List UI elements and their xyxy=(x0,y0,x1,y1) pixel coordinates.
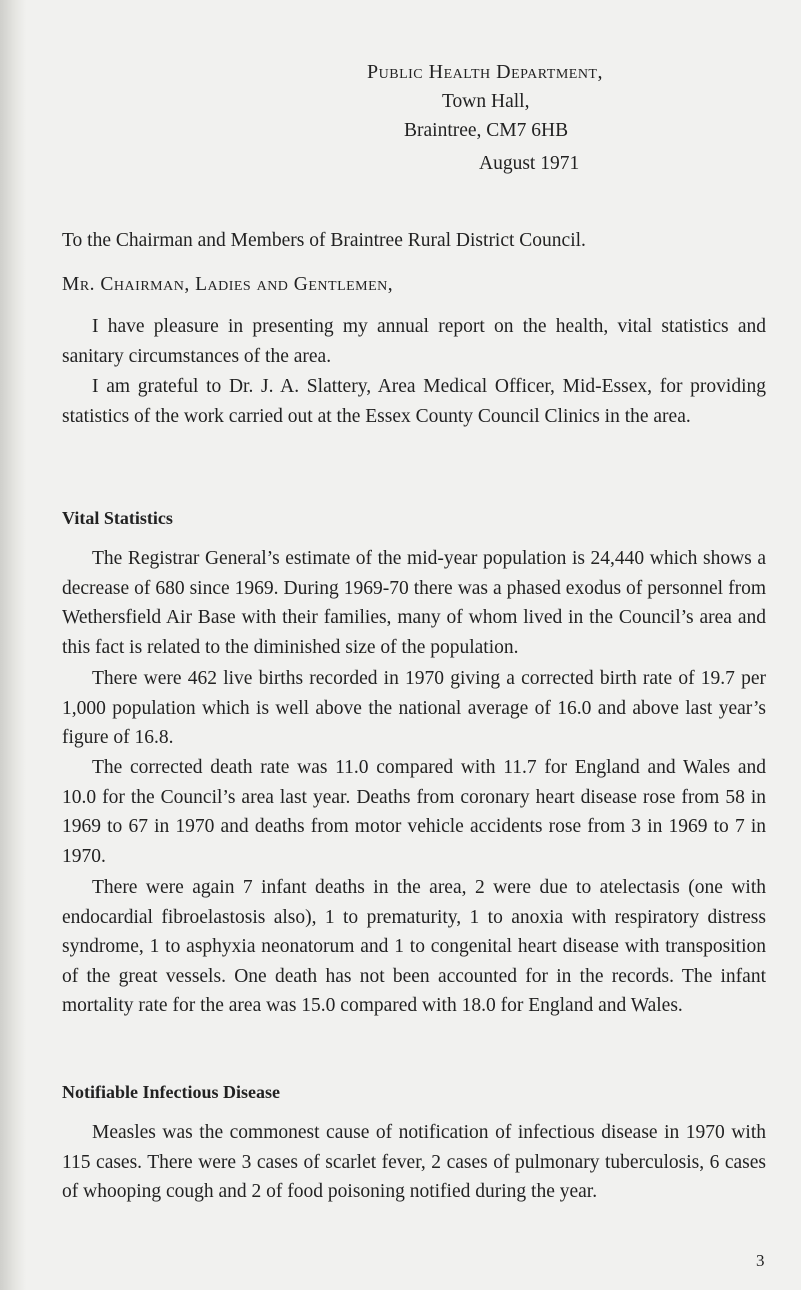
sender-address xyxy=(367,58,767,178)
letter-date: August 1971 xyxy=(479,153,580,174)
address-line-postcode: Braintree, CM7 6HB xyxy=(404,120,569,141)
page-edge-shadow xyxy=(0,0,26,1290)
vital-statistics-paragraph: There were 462 live births recorded in 1970 giving a corrected birth rate of 19.7 per 1,000 population which is well above the national average of 16.0 and above last year’s figure of 16.8. xyxy=(62,668,766,748)
page-number: 3 xyxy=(756,1251,765,1270)
addressee: To the Chairman and Members of Braintree Rural District Council. xyxy=(62,230,586,251)
department-name: Public Health Department, xyxy=(367,61,603,83)
vital-statistics-paragraph: The corrected death rate was 11.0 compared with 11.7 for England and Wales and 10.0 for the Council’s area last year. Deaths from coronary heart disease rose from 58 in 1969 to 67 in 1970 and deaths from motor vehicle accidents rose from 3 in 1969 to 7 in 1970. xyxy=(62,757,766,867)
intro-paragraph: I have pleasure in presenting my annual report on the health, vital statistics and sanitary circumstances of the area. xyxy=(62,316,766,367)
vital-statistics-paragraph: The Registrar General’s estimate of the mid-year population is 24,440 which shows a decrease of 680 since 1969. During 1969-70 there was a phased exodus of personnel from Wethersfield Air Base with their families, many of whom lived in the Council’s area and this fact is related to the diminished size of the population. xyxy=(62,548,766,658)
vital-statistics-paragraph: There were again 7 infant deaths in the area, 2 were due to atelectasis (one with endocardial fibroelastosis also), 1 to prematurity, 1 to anoxia with respiratory distress syndrome, 1 to asphyxia neonatorum and 1 to congenital heart disease with transposition of the great vessels. One death has not been accounted for in the records. The infant mortality rate for the area was 15.0 compared with 18.0 for England and Wales. xyxy=(62,877,766,1016)
address-line-town-hall: Town Hall, xyxy=(442,91,530,112)
intro-paragraph: I am grateful to Dr. J. A. Slattery, Area Medical Officer, Mid-Essex, for providing statistics of the work carried out at the Essex County Council Clinics in the area. xyxy=(62,376,766,427)
infectious-disease-paragraph: Measles was the commonest cause of notification of infectious disease in 1970 with 115 cases. There were 3 cases of scarlet fever, 2 cases of pulmonary tuberculosis, 6 cases of whooping cough and 2 of food poisoning notified during the year. xyxy=(62,1122,766,1202)
section-heading-infectious-disease: Notifiable Infectious Disease xyxy=(62,1082,280,1102)
salutation: Mr. Chairman, Ladies and Gentlemen, xyxy=(62,274,394,295)
section-heading-vital-statistics: Vital Statistics xyxy=(62,508,173,528)
